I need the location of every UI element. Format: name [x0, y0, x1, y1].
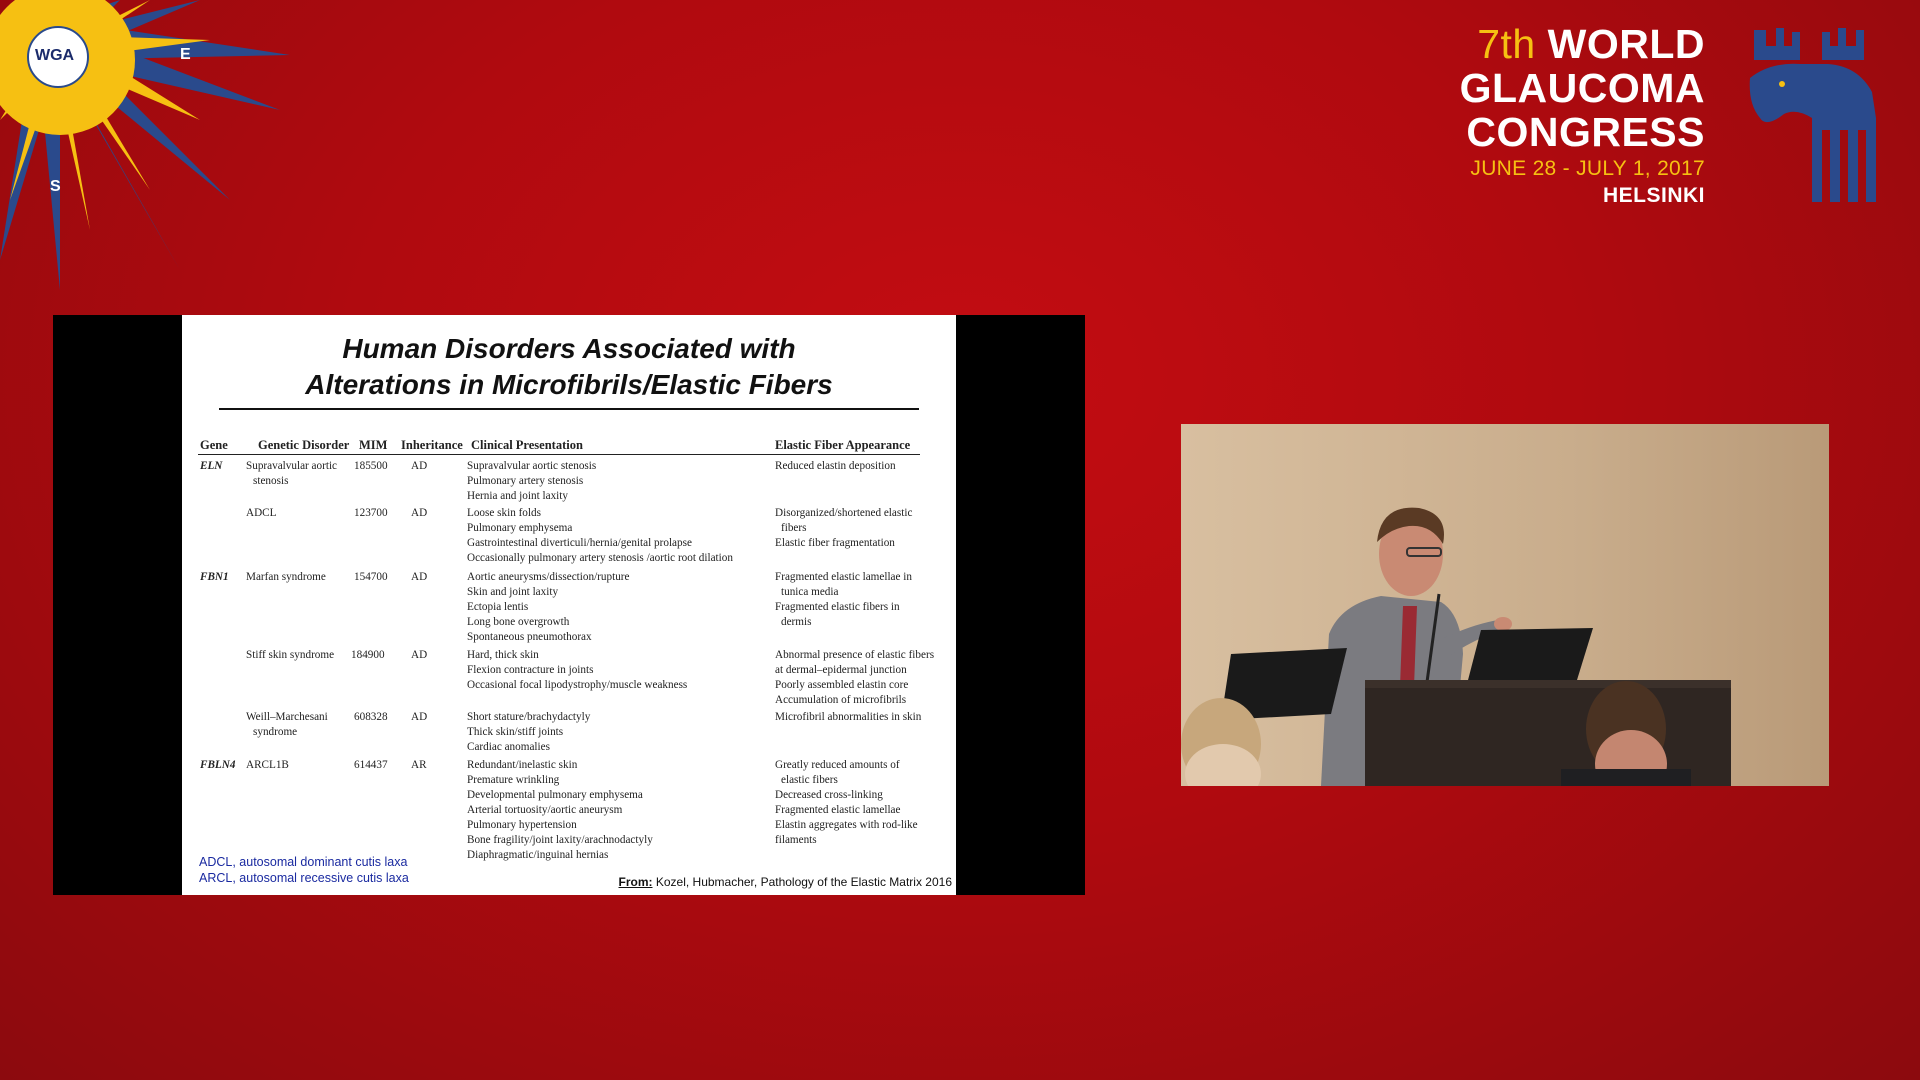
header-inheritance: Inheritance — [401, 438, 463, 452]
congress-line2: GLAUCOMA — [1459, 65, 1705, 111]
congress-number: 7th — [1477, 21, 1536, 67]
cell-clinical: Hernia and joint laxity — [467, 490, 568, 502]
header-gene: Gene — [200, 438, 228, 452]
cell-clinical: Premature wrinkling — [467, 774, 560, 786]
cell-inheritance: AD — [411, 711, 428, 723]
speaker-video — [1181, 424, 1829, 786]
cell-clinical: Long bone overgrowth — [467, 616, 570, 628]
cell-elastic: Elastin aggregates with rod-like — [775, 819, 918, 831]
cell-elastic: elastic fibers — [781, 774, 838, 786]
moose-icon — [1740, 22, 1890, 212]
cell-clinical: Bone fragility/joint laxity/arachnodactyly — [467, 834, 653, 846]
cell-clinical: Flexion contracture in joints — [467, 664, 594, 676]
wga-logo-east: E — [180, 46, 191, 63]
cell-elastic: fibers — [781, 522, 807, 534]
slide — [182, 315, 956, 895]
congress-city: HELSINKI — [1602, 184, 1705, 207]
cell-elastic: Disorganized/shortened elastic — [775, 507, 913, 519]
cell-disorder: ADCL — [246, 507, 277, 519]
cell-disorder: Weill–Marchesani — [246, 711, 328, 723]
abbreviation-arcl: ARCL, autosomal recessive cutis laxa — [199, 871, 409, 885]
wga-sun-icon — [0, 0, 300, 290]
cell-clinical: Thick skin/stiff joints — [467, 726, 564, 738]
cell-gene: FBN1 — [200, 571, 229, 583]
cell-clinical: Gastrointestinal diverticuli/hernia/genital prolapse — [467, 537, 692, 549]
cell-inheritance: AD — [411, 649, 428, 661]
wga-logo-text: WGA — [35, 47, 75, 64]
cell-inheritance: AD — [411, 507, 428, 519]
cell-clinical: Supravalvular aortic stenosis — [467, 460, 597, 472]
cell-disorder: Supravalvular aortic — [246, 460, 338, 472]
cell-mim: 154700 — [354, 571, 388, 583]
disorders-table — [182, 315, 956, 895]
cell-clinical: Short stature/brachydactyly — [467, 711, 591, 723]
credit-label: From: — [618, 875, 653, 889]
cell-disorder: stenosis — [253, 475, 289, 487]
header-clinical: Clinical Presentation — [471, 438, 583, 452]
cell-clinical: Cardiac anomalies — [467, 741, 550, 753]
cell-elastic: Decreased cross-linking — [775, 789, 883, 801]
wga-logo-south: S — [50, 178, 61, 195]
cell-mim: 184900 — [351, 649, 385, 661]
wga-logo — [0, 0, 300, 290]
slide-title-line2: Alterations in Microfibrils/Elastic Fibers — [305, 369, 833, 400]
cell-mim: 608328 — [354, 711, 388, 723]
header-rule — [198, 454, 920, 455]
cell-inheritance: AD — [411, 571, 428, 583]
cell-elastic: Greatly reduced amounts of — [775, 759, 900, 771]
header-mim: MIM — [359, 438, 388, 452]
cell-elastic: Fragmented elastic lamellae — [775, 804, 901, 816]
cell-elastic: Accumulation of microfibrils — [775, 694, 907, 706]
slide-frame — [53, 315, 1085, 895]
cell-clinical: Spontaneous pneumothorax — [467, 631, 592, 643]
cell-disorder: syndrome — [253, 726, 298, 738]
cell-clinical: Occasionally pulmonary artery stenosis /aortic root dilation — [467, 552, 733, 564]
cell-elastic: Microfibril abnormalities in skin — [775, 711, 922, 723]
cell-elastic: Fragmented elastic lamellae in — [775, 571, 912, 583]
cell-clinical: Hard, thick skin — [467, 649, 539, 661]
cell-clinical: Redundant/inelastic skin — [467, 759, 578, 771]
cell-clinical: Aortic aneurysms/dissection/rupture — [467, 571, 630, 583]
cell-elastic: Poorly assembled elastin core — [775, 679, 909, 691]
cell-mim: 123700 — [354, 507, 388, 519]
cell-clinical: Pulmonary hypertension — [467, 819, 577, 831]
cell-clinical: Skin and joint laxity — [467, 586, 559, 598]
cell-clinical: Pulmonary artery stenosis — [467, 475, 584, 487]
cell-inheritance: AD — [411, 460, 428, 472]
congress-line1-word: WORLD — [1547, 21, 1705, 67]
cell-disorder: ARCL1B — [246, 759, 289, 771]
cell-inheritance: AR — [411, 759, 427, 771]
cell-elastic: at dermal–epidermal junction — [775, 664, 907, 676]
congress-title — [1460, 22, 1705, 209]
slide-title-line1: Human Disorders Associated with — [342, 333, 796, 364]
header-disorder: Genetic Disorder — [258, 438, 350, 452]
cell-elastic: Reduced elastin deposition — [775, 460, 896, 472]
speaker-person-icon — [1181, 424, 1829, 786]
abbreviation-adcl: ADCL, autosomal dominant cutis laxa — [199, 855, 408, 869]
header-elastic: Elastic Fiber Appearance — [775, 438, 911, 452]
cell-elastic: Fragmented elastic fibers in — [775, 601, 900, 613]
cell-clinical: Arterial tortuosity/aortic aneurysm — [467, 804, 623, 816]
cell-clinical: Occasional focal lipodystrophy/muscle weakness — [467, 679, 688, 691]
congress-dates: JUNE 28 - JULY 1, 2017 — [1470, 157, 1705, 180]
cell-elastic: Elastic fiber fragmentation — [775, 537, 895, 549]
slide-credit — [619, 875, 953, 889]
cell-clinical: Loose skin folds — [467, 507, 541, 519]
cell-clinical: Diaphragmatic/inguinal hernias — [467, 849, 609, 861]
cell-gene: FBLN4 — [200, 759, 236, 771]
cell-mim: 614437 — [354, 759, 388, 771]
cell-clinical: Pulmonary emphysema — [467, 522, 573, 534]
cell-clinical: Developmental pulmonary emphysema — [467, 789, 643, 801]
credit-text: Kozel, Hubmacher, Pathology of the Elastic Matrix 2016 — [655, 875, 952, 889]
cell-elastic: dermis — [781, 616, 812, 628]
cell-mim: 185500 — [354, 460, 388, 472]
congress-line3: CONGRESS — [1466, 109, 1705, 155]
cell-elastic: Abnormal presence of elastic fibers — [775, 649, 935, 661]
cell-disorder: Stiff skin syndrome — [246, 649, 335, 661]
cell-gene: ELN — [200, 460, 223, 472]
cell-elastic: filaments — [775, 834, 817, 846]
congress-logo — [1440, 22, 1910, 212]
cell-clinical: Ectopia lentis — [467, 601, 529, 613]
cell-elastic: tunica media — [781, 586, 839, 598]
cell-disorder: Marfan syndrome — [246, 571, 326, 583]
